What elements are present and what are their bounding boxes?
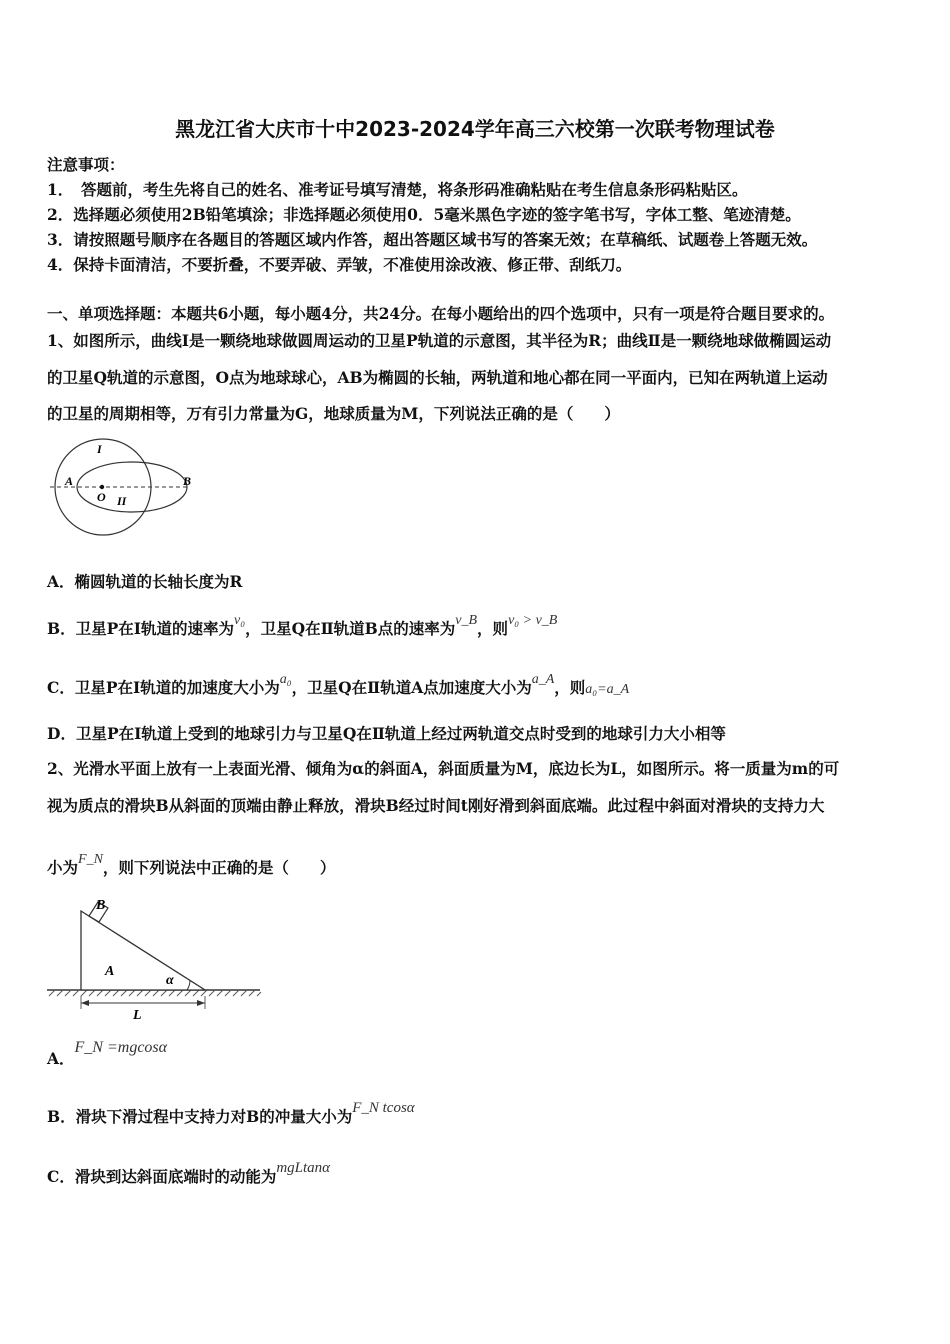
q1-line-1: 1、如图所示，曲线Ⅰ是一颗绕地球做圆周运动的卫星P轨道的示意图，其半径为R；曲线Ⅱ是一颗绕地球做椭圆运动: [47, 331, 832, 350]
q1-line-3: 的卫星的周期相等，万有引力常量为G，地球质量为M，下列说法正确的是（ ）: [47, 404, 620, 423]
q2-option-b: B．滑块下滑过程中支持力对B的冲量大小为F_N tcosα: [47, 1100, 415, 1126]
notice-item-1: 1． 答题前，考生先将自己的姓名、准考证号填写清楚，将条形码准确粘贴在考生信息条形码粘贴区。: [47, 180, 748, 199]
notice-item-2: 2．选择题必须使用2B铅笔填涂；非选择题必须使用0．5毫米黑色字迹的签字笔书写，字体工整、笔迹清楚。: [47, 205, 801, 224]
q2-line-2: 视为质点的滑块B从斜面的顶端由静止释放，滑块B经过时间t刚好滑到斜面底端。此过程中斜面对滑块的支持力大: [47, 796, 825, 815]
label-L: L: [133, 1008, 142, 1023]
q1-line-2: 的卫星Q轨道的示意图，O点为地球球心，AB为椭圆的长轴，两轨道和地心都在同一平面内，已知在两轨道上运动: [47, 368, 828, 387]
earth-center-dot: [100, 485, 104, 489]
label-B: B: [183, 474, 192, 488]
q1-option-d: D．卫星P在Ⅰ轨道上受到的地球引力与卫星Q在Ⅱ轨道上经过两轨道交点时受到的地球引力大小相等: [47, 724, 726, 743]
q2-incline-figure: [45, 895, 265, 1025]
notice-item-3: 3．请按照题号顺序在各题目的答题区域内作答，超出答题区域书写的答案无效；在草稿纸、试题卷上答题无效。: [47, 230, 818, 249]
label-A: A: [105, 964, 115, 979]
label-II: II: [117, 494, 127, 508]
q1-option-b: B．卫星P在Ⅰ轨道的速率为v₀，卫星Q在Ⅱ轨道B点的速率为v_B，则v₀ > v_B: [47, 613, 558, 638]
label-I: I: [97, 442, 102, 456]
section-1-heading: 一、单项选择题：本题共6小题，每小题4分，共24分。在每小题给出的四个选项中，只有一项是符合题目要求的。: [47, 304, 835, 323]
q1-orbit-figure: [45, 435, 205, 545]
q2-option-a: A．F_N =mgcosα: [47, 1039, 168, 1068]
q1-option-a: A．椭圆轨道的长轴长度为R: [47, 572, 243, 591]
q2-line-1: 2、光滑水平面上放有一上表面光滑、倾角为α的斜面A，斜面质量为M，底边长为L，如图所示。将一质量为m的可: [47, 759, 840, 778]
incline-A: [81, 911, 205, 990]
q2-line-3: 小为F_N，则下列说法中正确的是（ ）: [47, 852, 336, 877]
ground-hatching: [49, 990, 261, 996]
notice-item-4: 4．保持卡面清洁，不要折叠，不要弄破、弄皱，不准使用涂改液、修正带、刮纸刀。: [47, 255, 632, 274]
label-A: A: [65, 474, 74, 488]
label-B: B: [96, 898, 106, 913]
q1-option-c: C．卫星P在Ⅰ轨道的加速度大小为a₀，卫星Q在Ⅱ轨道A点加速度大小为a_A，则a₀=a_A: [47, 672, 630, 697]
label-O: O: [97, 490, 106, 504]
label-alpha: α: [166, 973, 174, 988]
q2-option-c: C．滑块到达斜面底端时的动能为mgLtanα: [47, 1160, 331, 1186]
page-title: 黑龙江省大庆市十中2023-2024学年高三六校第一次联考物理试卷: [175, 117, 775, 141]
notice-heading: 注意事项：: [47, 155, 125, 174]
